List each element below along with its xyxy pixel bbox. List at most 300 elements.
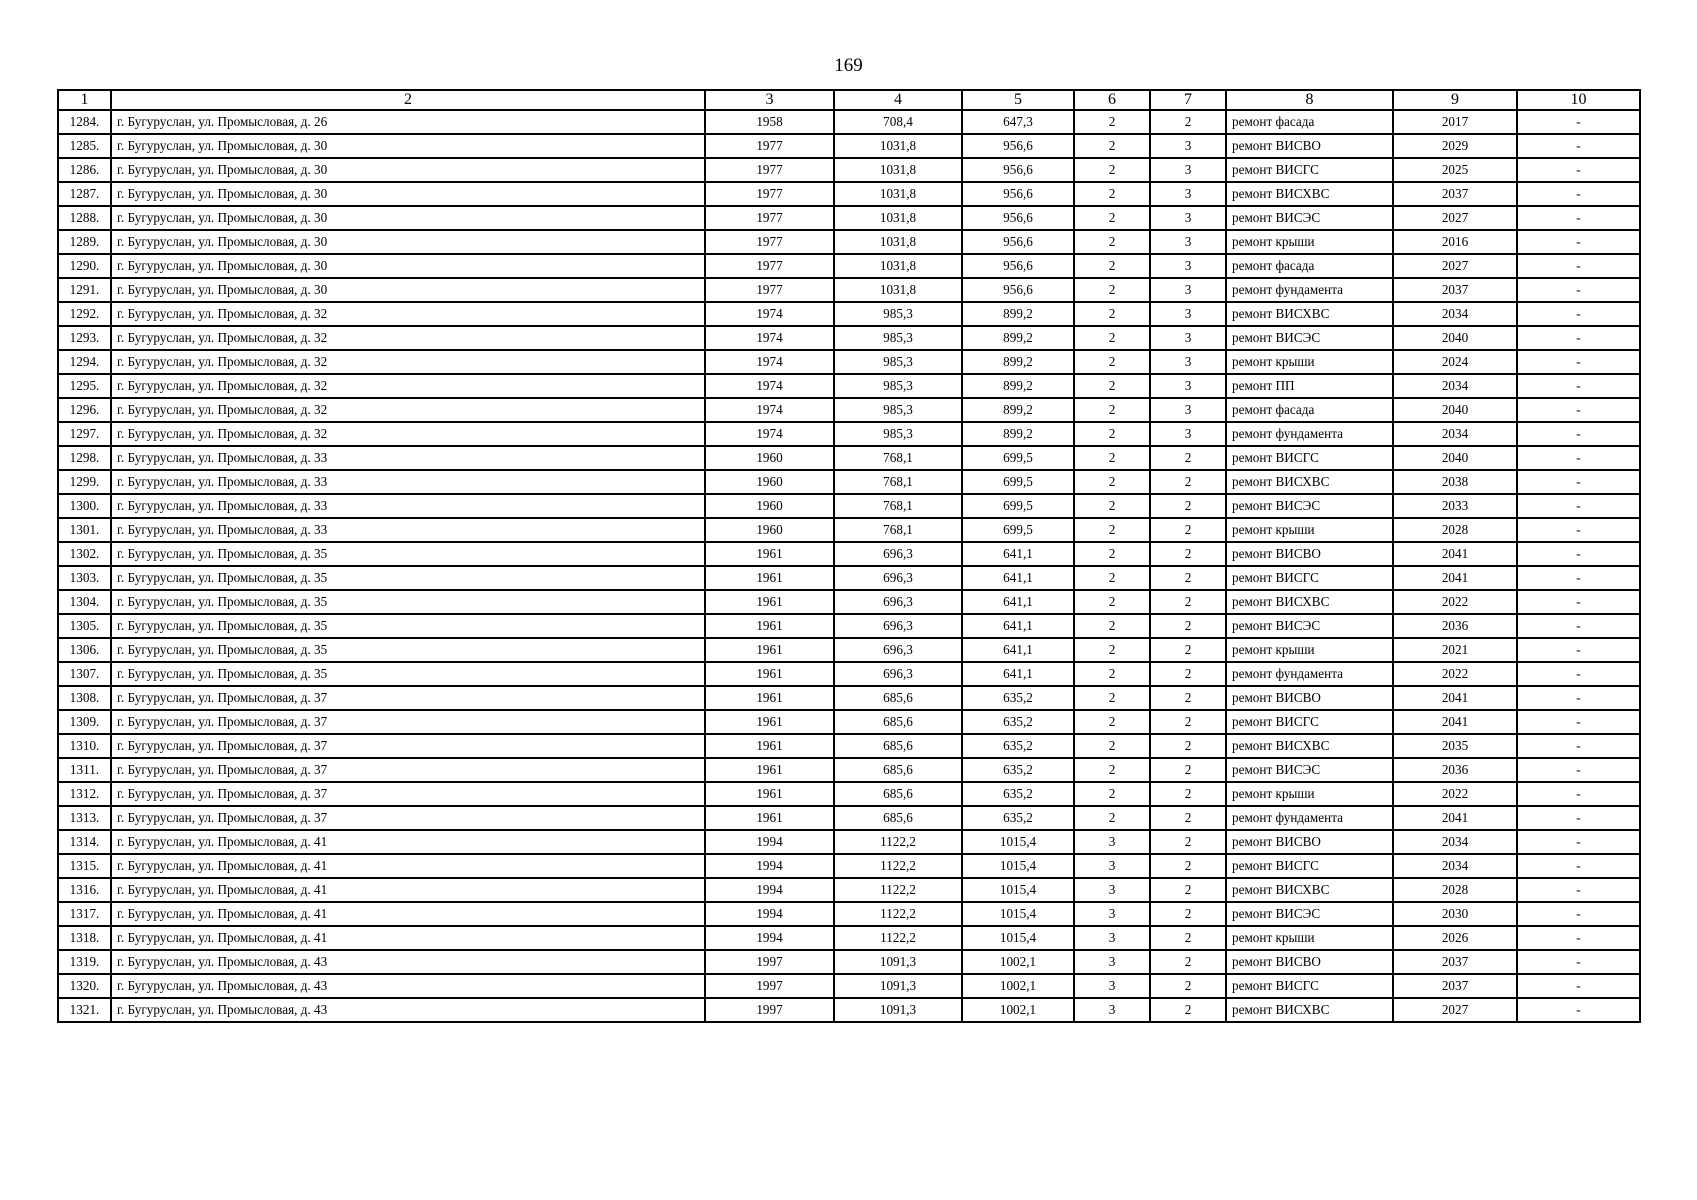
table-row xyxy=(58,758,1640,782)
cell-row-number: 1301. xyxy=(58,518,111,542)
cell-year-built: 1961 xyxy=(705,638,834,662)
cell-entrances: 3 xyxy=(1150,350,1226,374)
cell-note: - xyxy=(1517,974,1640,998)
cell-living-area: 699,5 xyxy=(962,470,1074,494)
cell-note: - xyxy=(1517,446,1640,470)
cell-floors: 2 xyxy=(1074,542,1150,566)
cell-row-number: 1290. xyxy=(58,254,111,278)
cell-total-area: 696,3 xyxy=(834,542,962,566)
cell-total-area: 696,3 xyxy=(834,662,962,686)
cell-work-type: ремонт ВИСХВС xyxy=(1226,470,1393,494)
cell-total-area: 1122,2 xyxy=(834,830,962,854)
cell-planned-year: 2040 xyxy=(1393,446,1517,470)
cell-note: - xyxy=(1517,398,1640,422)
cell-note: - xyxy=(1517,494,1640,518)
table-row xyxy=(58,374,1640,398)
cell-address: г. Бугуруслан, ул. Промысловая, д. 32 xyxy=(111,302,705,326)
table-row xyxy=(58,470,1640,494)
cell-total-area: 696,3 xyxy=(834,566,962,590)
cell-work-type: ремонт ВИСГС xyxy=(1226,974,1393,998)
table-row xyxy=(58,278,1640,302)
table-row xyxy=(58,638,1640,662)
cell-total-area: 985,3 xyxy=(834,398,962,422)
cell-floors: 3 xyxy=(1074,926,1150,950)
cell-row-number: 1318. xyxy=(58,926,111,950)
cell-work-type: ремонт ВИСХВС xyxy=(1226,998,1393,1022)
cell-row-number: 1321. xyxy=(58,998,111,1022)
cell-address: г. Бугуруслан, ул. Промысловая, д. 35 xyxy=(111,566,705,590)
cell-floors: 2 xyxy=(1074,278,1150,302)
cell-total-area: 985,3 xyxy=(834,350,962,374)
table-body xyxy=(58,110,1640,1022)
cell-address: г. Бугуруслан, ул. Промысловая, д. 35 xyxy=(111,638,705,662)
cell-row-number: 1316. xyxy=(58,878,111,902)
cell-planned-year: 2030 xyxy=(1393,902,1517,926)
cell-work-type: ремонт ПП xyxy=(1226,374,1393,398)
cell-entrances: 3 xyxy=(1150,134,1226,158)
cell-total-area: 985,3 xyxy=(834,302,962,326)
cell-living-area: 699,5 xyxy=(962,518,1074,542)
cell-work-type: ремонт ВИСЭС xyxy=(1226,326,1393,350)
table-row xyxy=(58,782,1640,806)
cell-planned-year: 2034 xyxy=(1393,830,1517,854)
cell-floors: 2 xyxy=(1074,110,1150,134)
cell-address: г. Бугуруслан, ул. Промысловая, д. 41 xyxy=(111,878,705,902)
cell-total-area: 1031,8 xyxy=(834,134,962,158)
cell-row-number: 1310. xyxy=(58,734,111,758)
cell-living-area: 1015,4 xyxy=(962,878,1074,902)
cell-row-number: 1294. xyxy=(58,350,111,374)
table-row xyxy=(58,854,1640,878)
cell-note: - xyxy=(1517,998,1640,1022)
cell-address: г. Бугуруслан, ул. Промысловая, д. 37 xyxy=(111,758,705,782)
cell-address: г. Бугуруслан, ул. Промысловая, д. 30 xyxy=(111,134,705,158)
cell-entrances: 3 xyxy=(1150,206,1226,230)
cell-living-area: 641,1 xyxy=(962,566,1074,590)
cell-planned-year: 2022 xyxy=(1393,590,1517,614)
cell-floors: 3 xyxy=(1074,998,1150,1022)
cell-year-built: 1977 xyxy=(705,254,834,278)
cell-note: - xyxy=(1517,326,1640,350)
cell-floors: 2 xyxy=(1074,806,1150,830)
cell-work-type: ремонт ВИСХВС xyxy=(1226,878,1393,902)
table-row xyxy=(58,494,1640,518)
cell-living-area: 899,2 xyxy=(962,350,1074,374)
cell-address: г. Бугуруслан, ул. Промысловая, д. 37 xyxy=(111,806,705,830)
cell-living-area: 956,6 xyxy=(962,134,1074,158)
cell-total-area: 1031,8 xyxy=(834,182,962,206)
cell-living-area: 956,6 xyxy=(962,254,1074,278)
cell-living-area: 956,6 xyxy=(962,278,1074,302)
cell-living-area: 647,3 xyxy=(962,110,1074,134)
cell-total-area: 696,3 xyxy=(834,614,962,638)
cell-row-number: 1313. xyxy=(58,806,111,830)
cell-note: - xyxy=(1517,158,1640,182)
cell-work-type: ремонт ВИСЭС xyxy=(1226,494,1393,518)
cell-living-area: 635,2 xyxy=(962,686,1074,710)
cell-entrances: 3 xyxy=(1150,182,1226,206)
cell-planned-year: 2022 xyxy=(1393,662,1517,686)
cell-year-built: 1961 xyxy=(705,614,834,638)
cell-row-number: 1285. xyxy=(58,134,111,158)
cell-living-area: 1015,4 xyxy=(962,830,1074,854)
cell-row-number: 1320. xyxy=(58,974,111,998)
cell-living-area: 956,6 xyxy=(962,158,1074,182)
cell-floors: 2 xyxy=(1074,158,1150,182)
cell-total-area: 1031,8 xyxy=(834,254,962,278)
cell-entrances: 3 xyxy=(1150,230,1226,254)
cell-floors: 3 xyxy=(1074,854,1150,878)
cell-floors: 3 xyxy=(1074,902,1150,926)
cell-row-number: 1297. xyxy=(58,422,111,446)
cell-work-type: ремонт крыши xyxy=(1226,350,1393,374)
cell-work-type: ремонт ВИСВО xyxy=(1226,134,1393,158)
cell-total-area: 1122,2 xyxy=(834,926,962,950)
cell-floors: 2 xyxy=(1074,470,1150,494)
cell-planned-year: 2033 xyxy=(1393,494,1517,518)
cell-address: г. Бугуруслан, ул. Промысловая, д. 26 xyxy=(111,110,705,134)
cell-floors: 2 xyxy=(1074,422,1150,446)
cell-floors: 3 xyxy=(1074,974,1150,998)
cell-planned-year: 2037 xyxy=(1393,974,1517,998)
cell-total-area: 696,3 xyxy=(834,638,962,662)
cell-row-number: 1292. xyxy=(58,302,111,326)
cell-planned-year: 2017 xyxy=(1393,110,1517,134)
cell-address: г. Бугуруслан, ул. Промысловая, д. 32 xyxy=(111,422,705,446)
cell-living-area: 635,2 xyxy=(962,806,1074,830)
cell-planned-year: 2026 xyxy=(1393,926,1517,950)
table-row xyxy=(58,230,1640,254)
cell-work-type: ремонт ВИСХВС xyxy=(1226,182,1393,206)
cell-floors: 2 xyxy=(1074,710,1150,734)
cell-note: - xyxy=(1517,710,1640,734)
cell-entrances: 2 xyxy=(1150,782,1226,806)
cell-floors: 2 xyxy=(1074,590,1150,614)
cell-year-built: 1961 xyxy=(705,710,834,734)
cell-entrances: 2 xyxy=(1150,830,1226,854)
cell-total-area: 1091,3 xyxy=(834,950,962,974)
cell-work-type: ремонт ВИСХВС xyxy=(1226,734,1393,758)
cell-note: - xyxy=(1517,686,1640,710)
cell-work-type: ремонт крыши xyxy=(1226,518,1393,542)
cell-planned-year: 2040 xyxy=(1393,398,1517,422)
cell-note: - xyxy=(1517,758,1640,782)
cell-living-area: 635,2 xyxy=(962,734,1074,758)
cell-note: - xyxy=(1517,230,1640,254)
cell-note: - xyxy=(1517,638,1640,662)
page-number: 169 xyxy=(834,55,863,76)
cell-work-type: ремонт крыши xyxy=(1226,926,1393,950)
cell-note: - xyxy=(1517,662,1640,686)
cell-note: - xyxy=(1517,950,1640,974)
cell-entrances: 2 xyxy=(1150,854,1226,878)
cell-living-area: 1002,1 xyxy=(962,998,1074,1022)
cell-entrances: 2 xyxy=(1150,686,1226,710)
cell-entrances: 3 xyxy=(1150,422,1226,446)
cell-planned-year: 2035 xyxy=(1393,734,1517,758)
cell-work-type: ремонт ВИСГС xyxy=(1226,710,1393,734)
cell-address: г. Бугуруслан, ул. Промысловая, д. 37 xyxy=(111,782,705,806)
cell-planned-year: 2029 xyxy=(1393,134,1517,158)
column-header: 9 xyxy=(1393,90,1517,110)
cell-entrances: 3 xyxy=(1150,158,1226,182)
cell-address: г. Бугуруслан, ул. Промысловая, д. 32 xyxy=(111,374,705,398)
cell-year-built: 1997 xyxy=(705,974,834,998)
table-row xyxy=(58,446,1640,470)
cell-living-area: 956,6 xyxy=(962,206,1074,230)
cell-total-area: 1122,2 xyxy=(834,902,962,926)
cell-year-built: 1958 xyxy=(705,110,834,134)
cell-year-built: 1974 xyxy=(705,398,834,422)
table-row xyxy=(58,350,1640,374)
cell-address: г. Бугуруслан, ул. Промысловая, д. 41 xyxy=(111,926,705,950)
cell-work-type: ремонт ВИСГС xyxy=(1226,158,1393,182)
column-header: 6 xyxy=(1074,90,1150,110)
cell-planned-year: 2034 xyxy=(1393,302,1517,326)
cell-floors: 2 xyxy=(1074,326,1150,350)
cell-living-area: 699,5 xyxy=(962,494,1074,518)
column-header: 5 xyxy=(962,90,1074,110)
cell-entrances: 3 xyxy=(1150,254,1226,278)
cell-work-type: ремонт фундамента xyxy=(1226,806,1393,830)
cell-work-type: ремонт ВИСЭС xyxy=(1226,614,1393,638)
cell-planned-year: 2024 xyxy=(1393,350,1517,374)
cell-year-built: 1961 xyxy=(705,734,834,758)
cell-entrances: 2 xyxy=(1150,110,1226,134)
cell-work-type: ремонт фасада xyxy=(1226,254,1393,278)
cell-year-built: 1977 xyxy=(705,182,834,206)
cell-year-built: 1994 xyxy=(705,830,834,854)
table-row xyxy=(58,182,1640,206)
cell-year-built: 1961 xyxy=(705,542,834,566)
cell-row-number: 1300. xyxy=(58,494,111,518)
table-row xyxy=(58,686,1640,710)
cell-work-type: ремонт ВИСХВС xyxy=(1226,590,1393,614)
cell-entrances: 3 xyxy=(1150,398,1226,422)
cell-note: - xyxy=(1517,590,1640,614)
cell-living-area: 1015,4 xyxy=(962,902,1074,926)
cell-entrances: 2 xyxy=(1150,590,1226,614)
cell-entrances: 2 xyxy=(1150,470,1226,494)
cell-entrances: 2 xyxy=(1150,878,1226,902)
table-row xyxy=(58,950,1640,974)
cell-year-built: 1977 xyxy=(705,134,834,158)
cell-floors: 2 xyxy=(1074,758,1150,782)
cell-row-number: 1288. xyxy=(58,206,111,230)
cell-row-number: 1291. xyxy=(58,278,111,302)
cell-floors: 3 xyxy=(1074,950,1150,974)
cell-living-area: 635,2 xyxy=(962,758,1074,782)
table-row xyxy=(58,662,1640,686)
cell-note: - xyxy=(1517,614,1640,638)
cell-note: - xyxy=(1517,374,1640,398)
cell-total-area: 768,1 xyxy=(834,518,962,542)
cell-note: - xyxy=(1517,854,1640,878)
column-header: 10 xyxy=(1517,90,1640,110)
cell-entrances: 2 xyxy=(1150,566,1226,590)
cell-address: г. Бугуруслан, ул. Промысловая, д. 41 xyxy=(111,902,705,926)
cell-entrances: 2 xyxy=(1150,734,1226,758)
cell-row-number: 1295. xyxy=(58,374,111,398)
cell-row-number: 1304. xyxy=(58,590,111,614)
cell-planned-year: 2041 xyxy=(1393,710,1517,734)
cell-floors: 2 xyxy=(1074,446,1150,470)
cell-total-area: 1122,2 xyxy=(834,854,962,878)
cell-year-built: 1961 xyxy=(705,590,834,614)
table-row xyxy=(58,926,1640,950)
table-row xyxy=(58,590,1640,614)
table-row xyxy=(58,710,1640,734)
cell-address: г. Бугуруслан, ул. Промысловая, д. 43 xyxy=(111,950,705,974)
cell-planned-year: 2028 xyxy=(1393,878,1517,902)
cell-row-number: 1302. xyxy=(58,542,111,566)
cell-address: г. Бугуруслан, ул. Промысловая, д. 32 xyxy=(111,398,705,422)
cell-row-number: 1284. xyxy=(58,110,111,134)
cell-living-area: 635,2 xyxy=(962,782,1074,806)
cell-total-area: 685,6 xyxy=(834,686,962,710)
cell-note: - xyxy=(1517,902,1640,926)
cell-planned-year: 2041 xyxy=(1393,566,1517,590)
cell-floors: 3 xyxy=(1074,878,1150,902)
cell-year-built: 1960 xyxy=(705,494,834,518)
cell-floors: 2 xyxy=(1074,230,1150,254)
cell-total-area: 768,1 xyxy=(834,446,962,470)
cell-total-area: 1031,8 xyxy=(834,158,962,182)
column-header: 1 xyxy=(58,90,111,110)
cell-floors: 2 xyxy=(1074,638,1150,662)
cell-living-area: 899,2 xyxy=(962,302,1074,326)
table-row xyxy=(58,398,1640,422)
cell-total-area: 685,6 xyxy=(834,734,962,758)
cell-address: г. Бугуруслан, ул. Промысловая, д. 32 xyxy=(111,326,705,350)
cell-year-built: 1977 xyxy=(705,278,834,302)
cell-address: г. Бугуруслан, ул. Промысловая, д. 30 xyxy=(111,230,705,254)
cell-floors: 2 xyxy=(1074,302,1150,326)
cell-living-area: 641,1 xyxy=(962,590,1074,614)
cell-living-area: 899,2 xyxy=(962,398,1074,422)
table-row xyxy=(58,830,1640,854)
cell-living-area: 1015,4 xyxy=(962,926,1074,950)
cell-address: г. Бугуруслан, ул. Промысловая, д. 33 xyxy=(111,470,705,494)
cell-planned-year: 2016 xyxy=(1393,230,1517,254)
cell-address: г. Бугуруслан, ул. Промысловая, д. 30 xyxy=(111,158,705,182)
cell-year-built: 1974 xyxy=(705,326,834,350)
cell-note: - xyxy=(1517,422,1640,446)
cell-year-built: 1974 xyxy=(705,422,834,446)
cell-total-area: 1091,3 xyxy=(834,974,962,998)
cell-note: - xyxy=(1517,830,1640,854)
cell-row-number: 1311. xyxy=(58,758,111,782)
cell-total-area: 985,3 xyxy=(834,374,962,398)
cell-row-number: 1289. xyxy=(58,230,111,254)
cell-work-type: ремонт ВИСВО xyxy=(1226,830,1393,854)
cell-row-number: 1306. xyxy=(58,638,111,662)
cell-total-area: 1091,3 xyxy=(834,998,962,1022)
cell-floors: 2 xyxy=(1074,686,1150,710)
cell-planned-year: 2038 xyxy=(1393,470,1517,494)
cell-year-built: 1961 xyxy=(705,782,834,806)
cell-total-area: 1122,2 xyxy=(834,878,962,902)
cell-address: г. Бугуруслан, ул. Промысловая, д. 35 xyxy=(111,662,705,686)
cell-work-type: ремонт ВИСЭС xyxy=(1226,758,1393,782)
cell-year-built: 1994 xyxy=(705,854,834,878)
cell-note: - xyxy=(1517,734,1640,758)
cell-year-built: 1961 xyxy=(705,662,834,686)
cell-entrances: 2 xyxy=(1150,614,1226,638)
cell-year-built: 1961 xyxy=(705,686,834,710)
cell-work-type: ремонт фундамента xyxy=(1226,422,1393,446)
cell-row-number: 1296. xyxy=(58,398,111,422)
cell-living-area: 641,1 xyxy=(962,662,1074,686)
cell-total-area: 685,6 xyxy=(834,806,962,830)
table-row xyxy=(58,734,1640,758)
cell-entrances: 2 xyxy=(1150,446,1226,470)
cell-entrances: 2 xyxy=(1150,638,1226,662)
cell-entrances: 2 xyxy=(1150,974,1226,998)
cell-address: г. Бугуруслан, ул. Промысловая, д. 30 xyxy=(111,278,705,302)
cell-note: - xyxy=(1517,878,1640,902)
cell-address: г. Бугуруслан, ул. Промысловая, д. 33 xyxy=(111,518,705,542)
cell-living-area: 699,5 xyxy=(962,446,1074,470)
cell-work-type: ремонт фасада xyxy=(1226,110,1393,134)
cell-floors: 2 xyxy=(1074,206,1150,230)
cell-planned-year: 2034 xyxy=(1393,854,1517,878)
cell-living-area: 641,1 xyxy=(962,614,1074,638)
cell-total-area: 1031,8 xyxy=(834,230,962,254)
cell-address: г. Бугуруслан, ул. Промысловая, д. 37 xyxy=(111,734,705,758)
table-row xyxy=(58,518,1640,542)
cell-living-area: 899,2 xyxy=(962,374,1074,398)
cell-work-type: ремонт ВИСВО xyxy=(1226,686,1393,710)
cell-year-built: 1994 xyxy=(705,926,834,950)
cell-planned-year: 2041 xyxy=(1393,542,1517,566)
cell-planned-year: 2027 xyxy=(1393,206,1517,230)
cell-total-area: 696,3 xyxy=(834,590,962,614)
cell-year-built: 1994 xyxy=(705,878,834,902)
column-header: 3 xyxy=(705,90,834,110)
cell-work-type: ремонт ВИСВО xyxy=(1226,950,1393,974)
cell-entrances: 2 xyxy=(1150,710,1226,734)
cell-floors: 2 xyxy=(1074,254,1150,278)
cell-row-number: 1299. xyxy=(58,470,111,494)
cell-living-area: 899,2 xyxy=(962,326,1074,350)
cell-address: г. Бугуруслан, ул. Промысловая, д. 41 xyxy=(111,830,705,854)
table-row xyxy=(58,158,1640,182)
table-row xyxy=(58,302,1640,326)
cell-address: г. Бугуруслан, ул. Промысловая, д. 41 xyxy=(111,854,705,878)
cell-work-type: ремонт фасада xyxy=(1226,398,1393,422)
cell-total-area: 685,6 xyxy=(834,710,962,734)
table-row xyxy=(58,974,1640,998)
cell-note: - xyxy=(1517,350,1640,374)
column-header: 2 xyxy=(111,90,705,110)
cell-address: г. Бугуруслан, ул. Промысловая, д. 30 xyxy=(111,182,705,206)
cell-year-built: 1961 xyxy=(705,806,834,830)
cell-row-number: 1286. xyxy=(58,158,111,182)
cell-entrances: 3 xyxy=(1150,302,1226,326)
table-row xyxy=(58,998,1640,1022)
cell-entrances: 2 xyxy=(1150,950,1226,974)
cell-floors: 2 xyxy=(1074,566,1150,590)
cell-work-type: ремонт ВИСГС xyxy=(1226,566,1393,590)
cell-row-number: 1307. xyxy=(58,662,111,686)
cell-living-area: 641,1 xyxy=(962,638,1074,662)
cell-row-number: 1309. xyxy=(58,710,111,734)
cell-living-area: 956,6 xyxy=(962,182,1074,206)
cell-floors: 2 xyxy=(1074,134,1150,158)
cell-address: г. Бугуруслан, ул. Промысловая, д. 37 xyxy=(111,710,705,734)
cell-work-type: ремонт фундамента xyxy=(1226,278,1393,302)
